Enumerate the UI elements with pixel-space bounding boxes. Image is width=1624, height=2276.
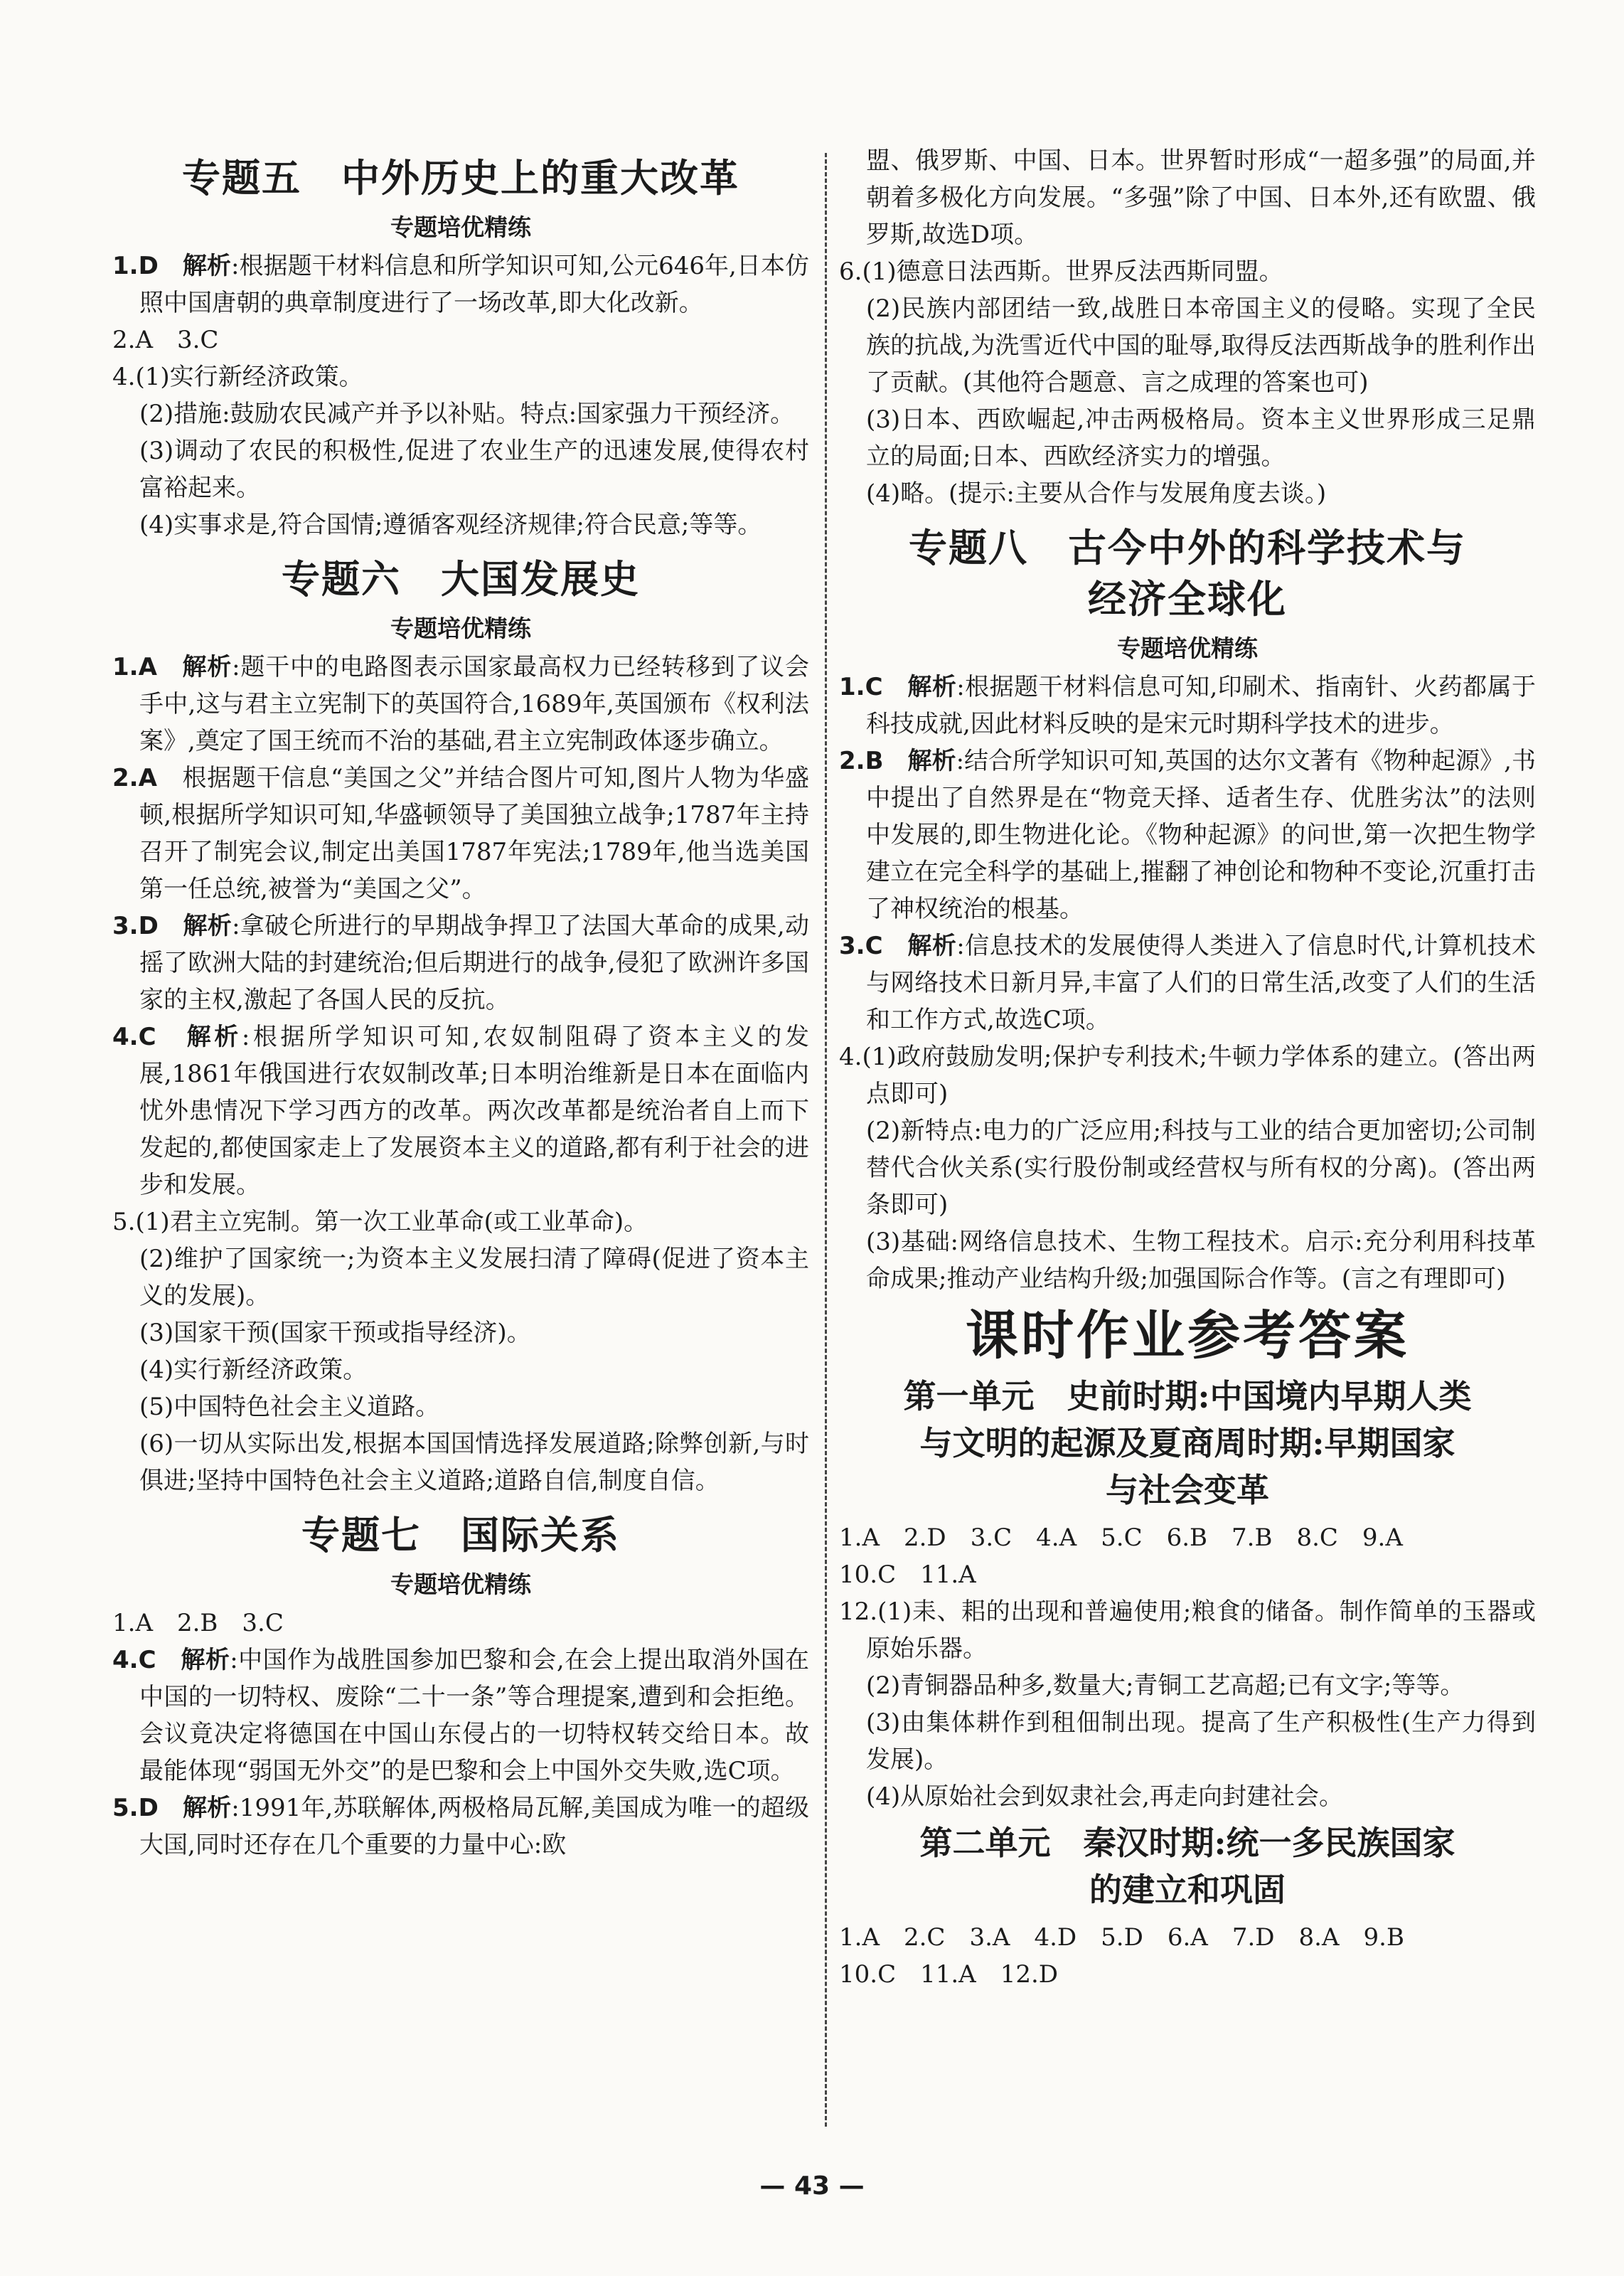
section-7-subtitle: 专题培优精练: [390, 1570, 531, 1598]
section-7-title: 专题七 国际关系: [301, 1512, 620, 1558]
left-column: [112, 142, 809, 1863]
answer-8-1: 1.C 解析:根据题干材料信息可知,印刷术、指南针、火药都属于科技成就,因此材料反映的是宋元时期科学技术的进步。: [839, 673, 1537, 738]
answer-5-4-1: 4.(1)实行新经济政策。: [112, 363, 363, 391]
homework-answers-title: 课时作业参考答案: [966, 1305, 1409, 1366]
answer-6-5-2: (2)维护了国家统一;为资本主义发展扫清了障碍(促进了资本主义的发展)。: [139, 1245, 809, 1310]
answer-5-1: 1.D 解析:根据题干材料信息和所学知识可知,公元646年,日本仿照中国唐朝的典章制度进行了一场改革,即大化改新。: [112, 252, 809, 317]
answer-7-5: 5.D 解析:1991年,苏联解体,两极格局瓦解,美国成为唯一的超级大国,同时还存在几个重要的力量中心:欧: [112, 1794, 810, 1859]
unit-1-q12-4: (4)从原始社会到奴隶社会,再走向封建社会。: [866, 1782, 1343, 1811]
answer-6-5-6: (6)一切从实际出发,根据本国国情选择发展道路;除弊创新,与时俱进;坚持中国特色社会主义道路;道路自信,制度自信。: [139, 1430, 809, 1495]
unit-2-choices-1: 1.A 2.C 3.A 4.D 5.D 6.A 7.D 8.A 9.B: [839, 1923, 1404, 1952]
answer-8-3: 3.C 解析:信息技术的发展使得人类进入了信息时代,计算机技术与网络技术日新月异,丰富了人们的日常生活,改变了人们的生活和工作方式,故选C项。: [839, 932, 1537, 1034]
unit-1-choices-2: 10.C 11.A: [839, 1560, 976, 1589]
section-8-title: 专题八 古今中外的科学技术与 经济全球化: [909, 525, 1466, 622]
answer-8-2: 2.B 解析:结合所学知识可知,英国的达尔文著有《物种起源》,书中提出了自然界是在“物竞天择、适者生存、优胜劣汰”的法则中发展的,即生物进化论。《物种起源》的问世,第一次把生物学建立在完全科学的基础上,摧翻了神创论和物种不变论,沉重打击了神权统治的根基。: [839, 747, 1536, 923]
answer-6-3: 3.D 解析:拿破仑所进行的早期战争捍卫了法国大革命的成果,动摇了欧洲大陆的封建统治;但后期进行的战争,侵犯了欧洲许多国家的主权,激起了各国人民的反抗。: [112, 912, 810, 1014]
page-number: — 43 —: [759, 2171, 865, 2201]
answer-7-1-3: 1.A 2.B 3.C: [112, 1609, 284, 1637]
section-6-subtitle: 专题培优精练: [390, 615, 531, 642]
unit-1-choices-1: 1.A 2.D 3.C 4.A 5.C 6.B 7.B 8.C 9.A: [839, 1523, 1403, 1552]
unit-1-q12-1: 12.(1)耒、耜的出现和普遍使用;粮食的储备。制作简单的玉器或原始乐器。: [839, 1597, 1536, 1663]
answer-5-4-3: (3)调动了农民的积极性,促进了农业生产的迅速发展,使得农村富裕起来。: [139, 437, 809, 502]
answer-8-4-2: (2)新特点:电力的广泛应用;科技与工业的结合更加密切;公司制替代合伙关系(实行股份制或经营权与所有权的分离)。(答出两条即可): [866, 1117, 1536, 1219]
unit-1-title: 第一单元 史前时期:中国境内早期人类 与文明的起源及夏商周时期:早期国家 与社会变革: [903, 1377, 1472, 1509]
answer-6-4: 4.C 解析:根据所学知识可知,农奴制阻碍了资本主义的发展,1861年俄国进行农奴制改革;日本明治维新是日本在面临内忧外患情况下学习西方的改革。两次改革都是统治者自上而下发起的,都使国家走上了发展资本主义的道路,都有利于社会的进步和发展。: [112, 1023, 810, 1199]
answer-6-5-4: (4)实行新经济政策。: [139, 1356, 368, 1384]
section-5-subtitle: 专题培优精练: [390, 213, 531, 241]
answer-7-6-4: (4)略。(提示:主要从合作与发展角度去谈。): [866, 479, 1327, 508]
section-8-subtitle: 专题培优精练: [1117, 634, 1258, 662]
unit-2-title: 第二单元 秦汉时期:统一多民族国家 的建立和巩固: [919, 1824, 1455, 1909]
answer-7-6-1: 6.(1)德意日法西斯。世界反法西斯同盟。: [839, 257, 1283, 286]
answer-7-6-3: (3)日本、西欧崛起,冲击两极格局。资本主义世界形成三足鼎立的局面;日本、西欧经济实力的增强。: [866, 405, 1536, 471]
answer-6-5-1: 5.(1)君主立宪制。第一次工业革命(或工业革命)。: [112, 1208, 648, 1236]
answer-8-4-1: 4.(1)政府鼓励发明;保护专利技术;牛顿力学体系的建立。(答出两点即可): [839, 1043, 1536, 1108]
answer-5-4-2: (2)措施:鼓励农民减产并予以补贴。特点:国家强力干预经济。: [139, 400, 795, 428]
unit-1-q12-3: (3)由集体耕作到租佃制出现。提高了生产积极性(生产力得到发展)。: [866, 1708, 1536, 1774]
answer-8-4-3: (3)基础:网络信息技术、生物工程技术。启示:充分利用科技革命成果;推动产业结构升级;加强国际合作等。(言之有理即可): [866, 1228, 1536, 1293]
column-divider: [825, 153, 827, 2127]
answer-7-5-continued: 盟、俄罗斯、中国、日本。世界暂时形成“一超多强”的局面,并朝着多极化方向发展。“多强”除了中国、日本外,还有欧盟、俄罗斯,故选D项。: [866, 147, 1536, 249]
section-6-title: 专题六 大国发展史: [282, 556, 640, 602]
unit-2-choices-2: 10.C 11.A 12.D: [839, 1960, 1059, 1989]
answer-6-5-3: (3)国家干预(国家干预或指导经济)。: [139, 1319, 531, 1347]
answer-6-2: 2.A 根据题干信息“美国之父”并结合图片可知,图片人物为华盛顿,根据所学知识可知,华盛顿领导了美国独立战争;1787年主持召开了制宪会议,制定出美国1787年宪法;1789年,他当选美国第一任总统,被誉为“美国之父”。: [112, 764, 809, 903]
unit-1-q12-2: (2)青铜器品种多,数量大;青铜工艺高超;已有文字;等等。: [866, 1671, 1465, 1700]
right-column: [839, 142, 1536, 1993]
section-5-title: 专题五 中外历史上的重大改革: [182, 155, 739, 201]
answer-7-6-2: (2)民族内部团结一致,战胜日本帝国主义的侵略。实现了全民族的抗战,为洗雪近代中国的耻辱,取得反法西斯战争的胜利作出了贡献。(其他符合题意、言之成理的答案也可): [866, 294, 1536, 397]
answer-5-4-4: (4)实事求是,符合国情;遵循客观经济规律;符合民意;等等。: [139, 511, 762, 539]
answer-6-1: 1.A 解析:题干中的电路图表示国家最高权力已经转移到了议会手中,这与君主立宪制下的英国符合,1689年,英国颁布《权利法案》,奠定了国王统而不治的基础,君主立宪制政体逐步确立。: [112, 653, 809, 755]
answer-6-5-5: (5)中国特色社会主义道路。: [139, 1393, 440, 1421]
answer-7-4: 4.C 解析:中国作为战胜国参加巴黎和会,在会上提出取消外国在中国的一切特权、废除“二十一条”等合理提案,遭到和会拒绝。会议竟决定将德国在中国山东侵占的一切特权转交给日本。故最能体现“弱国无外交”的是巴黎和会上中国外交失败,选C项。: [112, 1646, 810, 1785]
answer-5-2-3: 2.A 3.C: [112, 326, 219, 354]
